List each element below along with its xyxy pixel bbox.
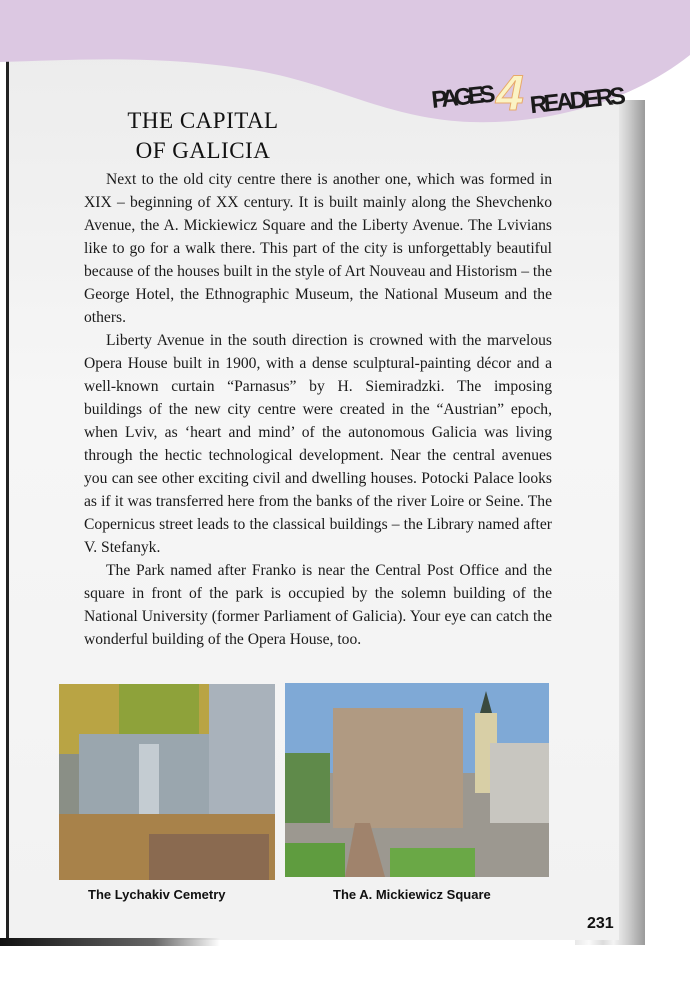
- page-number: 231: [587, 915, 614, 932]
- article-body: [84, 168, 552, 651]
- mickiewicz-square-photo: [285, 683, 549, 877]
- lychakiv-cemetery-photo: [59, 684, 275, 880]
- logo-digit: 4: [496, 65, 524, 121]
- logo-left: PAGES: [430, 80, 497, 114]
- page-title: [100, 106, 306, 166]
- title-line-1: THE CAPITAL: [127, 108, 279, 133]
- pages-4-readers-logo: [430, 62, 640, 127]
- paragraph: The Park named after Franko is near the Central Post Office and the square in front of the park is occupied by the solemn building of the National University (former Parliament of Galicia). Your eye can catch the wonderful building of the Opera House, too.: [84, 562, 552, 648]
- caption-lychakiv: The Lychakiv Cemetry: [88, 887, 226, 902]
- title-line-2: OF GALICIA: [135, 138, 271, 163]
- logo-right: READERS: [528, 82, 628, 120]
- paragraph: Next to the old city centre there is another one, which was formed in XIX – beginning of XX century. It is built mainly along the Shevchenko Avenue, the A. Mickiewicz Square and the Liberty Avenue. The Lvivians like to go for a walk there. This part of the city is unforgettably beautiful because of the houses built in the style of Art Nouveau and Historism – the George Hotel, the Ethnographic Museum, the National Museum and the others.: [84, 171, 552, 326]
- book-shadow: [0, 938, 220, 946]
- paragraph: Liberty Avenue in the south direction is crowned with the marvelous Opera House built in 1900, with a dense sculptural-painting décor and a well-known curtain “Parnasus” by H. Siemiradzki. The imposing buildings of the new city centre were created in the “Austrian” epoch, when Lviv, as ‘heart and mind’ of the autonomous Galicia was living through the hectic technological development. Near the central avenues you can see other exciting civil and dwelling houses. Potocki Palace looks as if it was transferred here from the banks of the river Loire or Seine. The Copernicus street leads to the classical buildings – the Library named after V. Stefanyk.: [84, 332, 552, 556]
- caption-mickiewicz: The A. Mickiewicz Square: [333, 887, 491, 902]
